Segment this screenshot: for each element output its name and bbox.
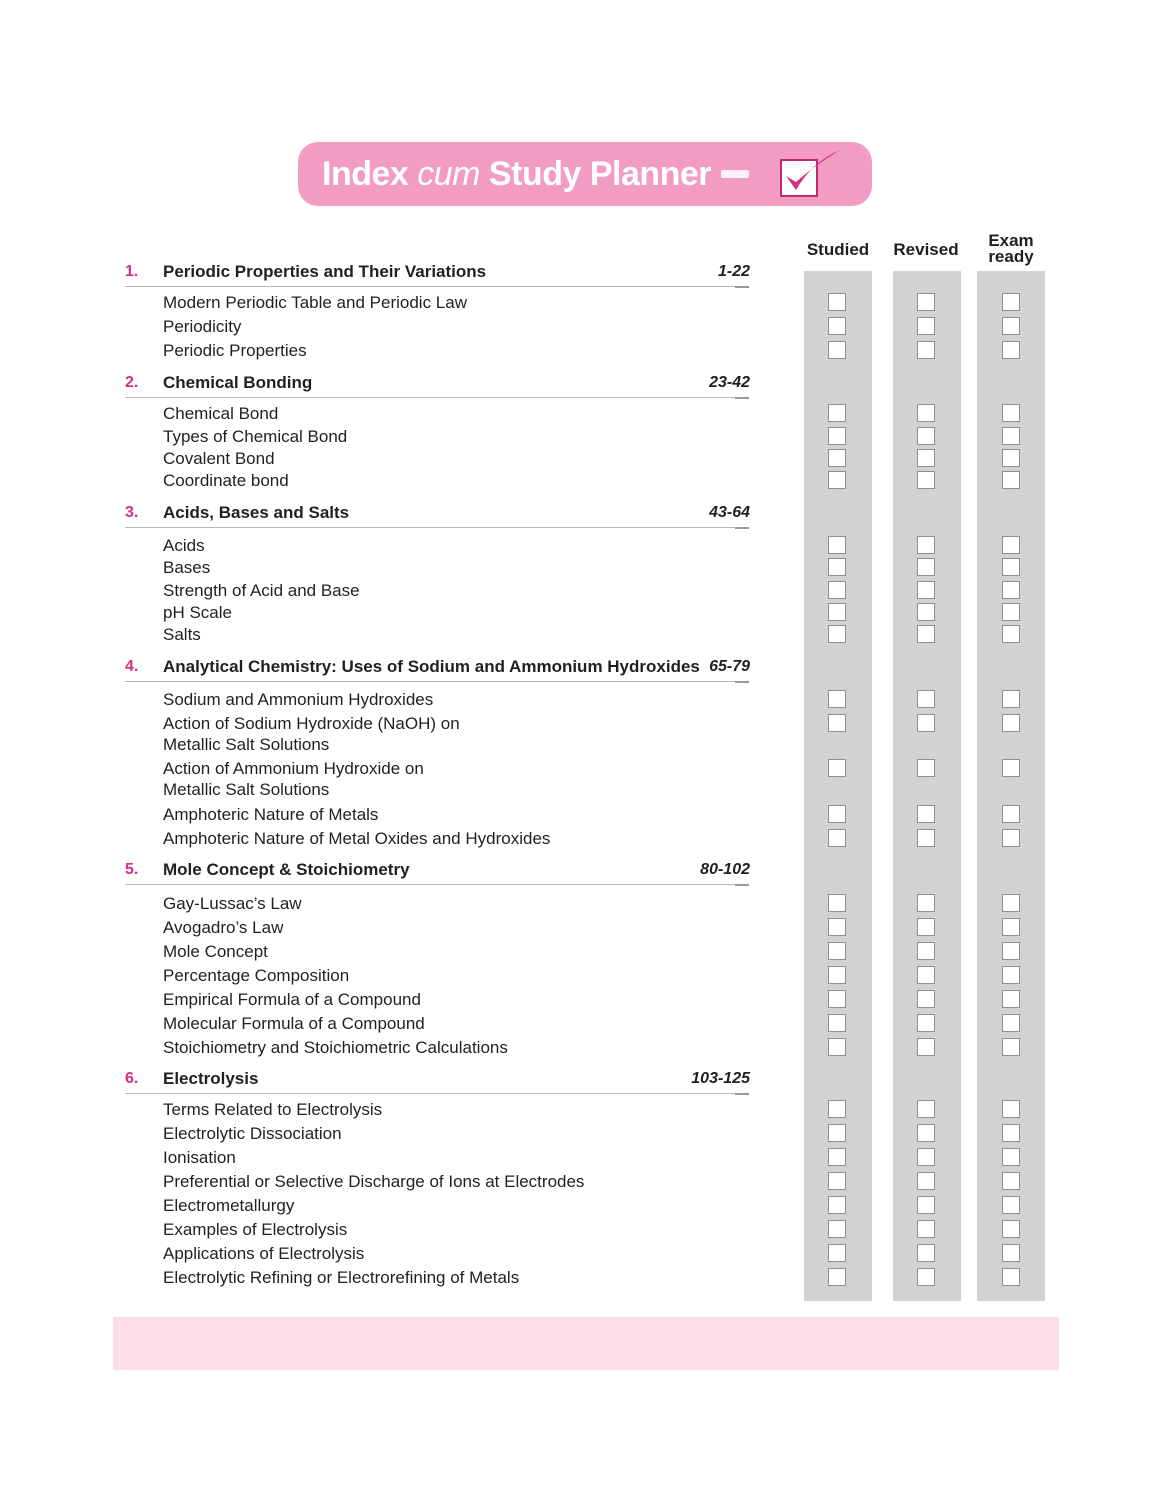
- topic-label: pH Scale: [163, 603, 232, 622]
- checkbox-exam-ready[interactable]: [1002, 317, 1020, 335]
- checkbox-revised[interactable]: [917, 581, 935, 599]
- topic-label: Action of Sodium Hydroxide (NaOH) on Metallic Salt Solutions: [163, 714, 460, 754]
- section-title: Chemical Bonding: [163, 373, 313, 392]
- checkbox-revised[interactable]: [917, 449, 935, 467]
- section-title: Acids, Bases and Salts: [163, 503, 350, 522]
- checkbox-studied[interactable]: [828, 1244, 846, 1262]
- section-divider-tick: [735, 884, 749, 886]
- checkbox-studied[interactable]: [828, 293, 846, 311]
- checkbox-studied[interactable]: [828, 581, 846, 599]
- checkbox-exam-ready[interactable]: [1002, 536, 1020, 554]
- section-pages: 43-64: [709, 504, 750, 521]
- section-number: 1.: [125, 263, 139, 280]
- checkbox-revised[interactable]: [917, 714, 935, 732]
- topic-label: Periodic Properties: [163, 341, 307, 360]
- checkbox-studied[interactable]: [828, 427, 846, 445]
- section-divider-tick: [735, 286, 749, 288]
- checkbox-revised[interactable]: [917, 1196, 935, 1214]
- checkbox-revised[interactable]: [917, 1244, 935, 1262]
- checkbox-studied[interactable]: [828, 536, 846, 554]
- checkbox-revised[interactable]: [917, 625, 935, 643]
- checkbox-revised[interactable]: [917, 1172, 935, 1190]
- checkbox-revised[interactable]: [917, 894, 935, 912]
- checkbox-studied[interactable]: [828, 1148, 846, 1166]
- checkbox-studied[interactable]: [828, 759, 846, 777]
- checkmark-icon: [774, 146, 844, 204]
- checkbox-exam-ready[interactable]: [1002, 1148, 1020, 1166]
- section-divider: [125, 527, 749, 528]
- topic-label: Salts: [163, 625, 201, 644]
- checkbox-exam-ready[interactable]: [1002, 966, 1020, 984]
- section-number: 6.: [125, 1070, 139, 1087]
- topic-label: Sodium and Ammonium Hydroxides: [163, 690, 434, 709]
- section-number: 4.: [125, 658, 139, 675]
- checkbox-exam-ready[interactable]: [1002, 449, 1020, 467]
- topic-label: Periodicity: [163, 317, 242, 336]
- checkbox-exam-ready[interactable]: [1002, 581, 1020, 599]
- topic-label: Amphoteric Nature of Metals: [163, 805, 379, 824]
- topic-label: Empirical Formula of a Compound: [163, 990, 421, 1009]
- checkbox-exam-ready[interactable]: [1002, 404, 1020, 422]
- checkbox-revised[interactable]: [917, 293, 935, 311]
- checkbox-studied[interactable]: [828, 690, 846, 708]
- checkbox-exam-ready[interactable]: [1002, 1014, 1020, 1032]
- title-banner: [298, 142, 872, 206]
- topic-label: Mole Concept: [163, 942, 268, 961]
- checkbox-exam-ready[interactable]: [1002, 558, 1020, 576]
- section-pages: 1-22: [717, 263, 750, 280]
- topic-label: Examples of Electrolysis: [163, 1220, 348, 1239]
- checkbox-revised[interactable]: [917, 805, 935, 823]
- topic-label: Applications of Electrolysis: [163, 1244, 365, 1263]
- section-number: 2.: [125, 374, 139, 391]
- topic-label: Molecular Formula of a Compound: [163, 1014, 425, 1033]
- checkbox-exam-ready[interactable]: [1002, 714, 1020, 732]
- checkbox-studied[interactable]: [828, 449, 846, 467]
- checkbox-exam-ready[interactable]: [1002, 293, 1020, 311]
- checkbox-revised[interactable]: [917, 603, 935, 621]
- checkbox-revised[interactable]: [917, 404, 935, 422]
- checkbox-revised[interactable]: [917, 690, 935, 708]
- checkbox-exam-ready[interactable]: [1002, 690, 1020, 708]
- checkbox-exam-ready[interactable]: [1002, 1100, 1020, 1118]
- section-pages: 103-125: [691, 1070, 750, 1087]
- checkbox-revised[interactable]: [917, 1100, 935, 1118]
- checkbox-studied[interactable]: [828, 942, 846, 960]
- checkbox-exam-ready[interactable]: [1002, 942, 1020, 960]
- checkbox-studied[interactable]: [828, 1014, 846, 1032]
- section-divider: [125, 884, 749, 885]
- checkbox-exam-ready[interactable]: [1002, 1038, 1020, 1056]
- column-studied: [804, 271, 872, 1301]
- column-header-studied: Studied: [806, 240, 870, 259]
- title-dash: [721, 170, 749, 178]
- checkbox-revised[interactable]: [917, 558, 935, 576]
- section-pages: 80-102: [700, 861, 750, 878]
- section-title: Mole Concept & Stoichiometry: [163, 860, 410, 879]
- checkbox-revised[interactable]: [917, 918, 935, 936]
- section-divider-tick: [735, 681, 749, 683]
- checkbox-revised[interactable]: [917, 317, 935, 335]
- checkbox-exam-ready[interactable]: [1002, 427, 1020, 445]
- checkbox-exam-ready[interactable]: [1002, 1124, 1020, 1142]
- section-title: Electrolysis: [163, 1069, 259, 1088]
- checkbox-exam-ready[interactable]: [1002, 1172, 1020, 1190]
- column-revised: [893, 271, 961, 1301]
- topic-label: Avogadro’s Law: [163, 918, 284, 937]
- checkbox-exam-ready[interactable]: [1002, 918, 1020, 936]
- checkbox-studied[interactable]: [828, 1124, 846, 1142]
- checkbox-revised[interactable]: [917, 759, 935, 777]
- checkbox-revised[interactable]: [917, 1124, 935, 1142]
- checkbox-exam-ready[interactable]: [1002, 1196, 1020, 1214]
- section-divider: [125, 286, 749, 287]
- checkbox-exam-ready[interactable]: [1002, 894, 1020, 912]
- checkbox-exam-ready[interactable]: [1002, 1220, 1020, 1238]
- topic-label: Percentage Composition: [163, 966, 350, 985]
- topic-label: Strength of Acid and Base: [163, 581, 360, 600]
- checkbox-exam-ready[interactable]: [1002, 759, 1020, 777]
- checkbox-studied[interactable]: [828, 625, 846, 643]
- topic-label: Chemical Bond: [163, 404, 279, 423]
- checkbox-revised[interactable]: [917, 536, 935, 554]
- checkbox-revised[interactable]: [917, 990, 935, 1008]
- checkbox-studied[interactable]: [828, 341, 846, 359]
- checkbox-studied[interactable]: [828, 1220, 846, 1238]
- checkbox-studied[interactable]: [828, 894, 846, 912]
- section-divider-tick: [735, 527, 749, 529]
- checkbox-exam-ready[interactable]: [1002, 990, 1020, 1008]
- checkbox-studied[interactable]: [828, 966, 846, 984]
- section-divider: [125, 397, 749, 398]
- checkbox-revised[interactable]: [917, 1148, 935, 1166]
- topic-label: Modern Periodic Table and Periodic Law: [163, 293, 467, 312]
- topic-label: Preferential or Selective Discharge of Ions at Electrodes: [163, 1172, 585, 1191]
- checkbox-revised[interactable]: [917, 1268, 935, 1286]
- checkbox-revised[interactable]: [917, 1014, 935, 1032]
- checkbox-studied[interactable]: [828, 558, 846, 576]
- checkbox-studied[interactable]: [828, 404, 846, 422]
- section-title: Analytical Chemistry: Uses of Sodium and Ammonium Hydroxides: [163, 657, 700, 676]
- checkbox-exam-ready[interactable]: [1002, 829, 1020, 847]
- page-title: Index cum Study Planner: [322, 154, 712, 193]
- topic-label: Acids: [163, 536, 205, 555]
- checkbox-exam-ready[interactable]: [1002, 341, 1020, 359]
- checkbox-studied[interactable]: [828, 1196, 846, 1214]
- topic-label: Ionisation: [163, 1148, 236, 1167]
- checkbox-studied[interactable]: [828, 317, 846, 335]
- topic-label: Gay-Lussac’s Law: [163, 894, 302, 913]
- checkbox-exam-ready[interactable]: [1002, 1244, 1020, 1262]
- checkbox-studied[interactable]: [828, 1038, 846, 1056]
- topic-label: Electrometallurgy: [163, 1196, 295, 1215]
- topic-label: Types of Chemical Bond: [163, 427, 348, 446]
- column-header-revised: Revised: [893, 240, 959, 259]
- section-divider: [125, 681, 749, 682]
- footer-band: [113, 1317, 1059, 1370]
- topic-label: Terms Related to Electrolysis: [163, 1100, 383, 1119]
- checkbox-revised[interactable]: [917, 427, 935, 445]
- section-number: 3.: [125, 504, 139, 521]
- topic-label: Covalent Bond: [163, 449, 275, 468]
- column-exam-ready: [977, 271, 1045, 1301]
- checkbox-studied[interactable]: [828, 805, 846, 823]
- checkbox-revised[interactable]: [917, 1038, 935, 1056]
- checkbox-studied[interactable]: [828, 990, 846, 1008]
- checkbox-studied[interactable]: [828, 918, 846, 936]
- section-pages: 65-79: [709, 658, 750, 675]
- checkbox-exam-ready[interactable]: [1002, 1268, 1020, 1286]
- checkbox-revised[interactable]: [917, 829, 935, 847]
- checkbox-exam-ready[interactable]: [1002, 805, 1020, 823]
- checkbox-revised[interactable]: [917, 966, 935, 984]
- checkbox-revised[interactable]: [917, 341, 935, 359]
- column-header-exam-ready: Exam ready: [988, 231, 1034, 266]
- checkbox-studied[interactable]: [828, 471, 846, 489]
- checkbox-studied[interactable]: [828, 1100, 846, 1118]
- checkbox-studied[interactable]: [828, 829, 846, 847]
- topic-label: Electrolytic Dissociation: [163, 1124, 342, 1143]
- section-divider: [125, 1093, 749, 1094]
- checkbox-revised[interactable]: [917, 471, 935, 489]
- checkbox-exam-ready[interactable]: [1002, 603, 1020, 621]
- topic-label: Stoichiometry and Stoichiometric Calculations: [163, 1038, 508, 1057]
- topic-label: Action of Ammonium Hydroxide on Metallic Salt Solutions: [163, 759, 424, 799]
- checkbox-studied[interactable]: [828, 1268, 846, 1286]
- checkbox-revised[interactable]: [917, 942, 935, 960]
- section-title: Periodic Properties and Their Variations: [163, 262, 487, 281]
- section-divider-tick: [735, 1093, 749, 1095]
- topic-label: Coordinate bond: [163, 471, 289, 490]
- checkbox-revised[interactable]: [917, 1220, 935, 1238]
- topic-label: Amphoteric Nature of Metal Oxides and Hydroxides: [163, 829, 551, 848]
- section-number: 5.: [125, 861, 139, 878]
- checkbox-exam-ready[interactable]: [1002, 471, 1020, 489]
- topic-label: Electrolytic Refining or Electrorefining of Metals: [163, 1268, 520, 1287]
- topic-label: Bases: [163, 558, 211, 577]
- section-divider-tick: [735, 397, 749, 399]
- checkbox-studied[interactable]: [828, 1172, 846, 1190]
- checkbox-studied[interactable]: [828, 603, 846, 621]
- checkbox-studied[interactable]: [828, 714, 846, 732]
- section-pages: 23-42: [709, 374, 750, 391]
- checkbox-exam-ready[interactable]: [1002, 625, 1020, 643]
